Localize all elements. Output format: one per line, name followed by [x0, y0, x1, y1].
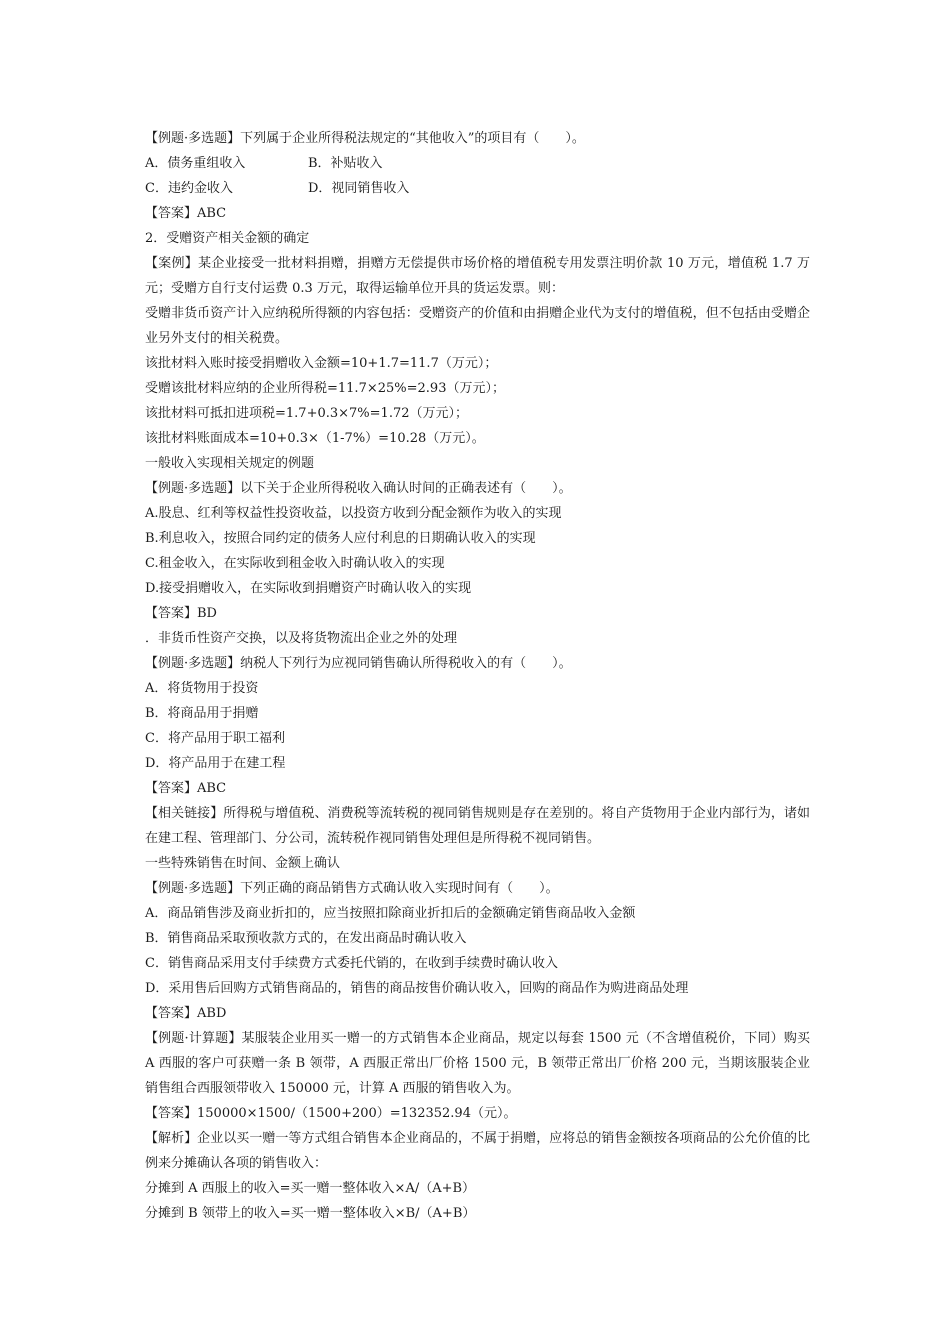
s2-calc-1: 该批材料入账时接受捐赠收入金额=10+1.7=11.7（万元）； — [145, 356, 498, 371]
s4-answer: 【答案】ABC — [145, 781, 227, 796]
q1-options-row-2 — [145, 176, 810, 201]
s4-option-c: C．将产品用于职工福利 — [145, 731, 285, 746]
q1-stem: 【例题·多选题】下列属于企业所得税法规定的“其他收入”的项目有（ ）。 — [145, 131, 585, 146]
s3-option-a: A.股息、红利等权益性投资收益，以投资方收到分配金额作为收入的实现 — [145, 506, 562, 521]
s3-answer: 【答案】BD — [145, 606, 217, 621]
s6-analysis: 【解析】企业以买一赠一等方式组合销售本企业商品的，不属于捐赠，应将总的销售金额按各项商品的公允价值的比例来分摊确认各项的销售收入： — [145, 1131, 810, 1171]
s4-option-a: A．将货物用于投资 — [145, 681, 259, 696]
s5-option-a: A．商品销售涉及商业折扣的，应当按照扣除商业折扣后的金额确定销售商品收入金额 — [145, 906, 636, 921]
s5-stem: 【例题·多选题】下列正确的商品销售方式确认收入实现时间有（ ）。 — [145, 881, 559, 896]
s6-answer: 【答案】150000×1500/（1500+200）=132352.94（元）。 — [145, 1106, 517, 1121]
q1-option-b: B．补贴收入 — [308, 156, 383, 171]
s6-allocation-a: 分摊到 A 西服上的收入=买一赠一整体收入×A/（A+B） — [145, 1181, 476, 1196]
s5-option-b: B．销售商品采取预收款方式的，在发出商品时确认收入 — [145, 931, 467, 946]
s3-heading: 一般收入实现相关规定的例题 — [145, 456, 315, 471]
s5-heading: 一些特殊销售在时间、金额上确认 — [145, 856, 341, 871]
s4-option-d: D．将产品用于在建工程 — [145, 756, 286, 771]
s4-heading: ．非货币性资产交换，以及将货物流出企业之外的处理 — [145, 631, 458, 646]
s2-heading: 2．受赠资产相关金额的确定 — [145, 231, 310, 246]
s2-case: 【案例】某企业接受一批材料捐赠，捐赠方无偿提供市场价格的增值税专用发票注明价款 10 万元，增值税 1.7 万元；受赠方自行支付运费 0.3 万元，取得运输单位开具的货运发票。则： — [145, 256, 810, 296]
s3-option-d: D.接受捐赠收入，在实际收到捐赠资产时确认收入的实现 — [145, 581, 472, 596]
document-page — [145, 126, 810, 1226]
s3-option-b: B.利息收入，按照合同约定的债务人应付利息的日期确认收入的实现 — [145, 531, 536, 546]
s6-stem: 【例题·计算题】某服装企业用买一赠一的方式销售本企业商品，规定以每套 1500 元（不含增值税价，下同）购买 A 西服的客户可获赠一条 B 领带，A 西服正常出厂价格 1500 元，B 领带正常出厂价格 200 元，当期该服装企业销售组合西服领带收入 150000 元，计算 A 西服的销售收入为。 — [145, 1031, 810, 1096]
q1-answer: 【答案】ABC — [145, 206, 227, 221]
q1-option-d: D．视同销售收入 — [308, 181, 410, 196]
s4-related-link: 【相关链接】所得税与增值税、消费税等流转税的视同销售规则是存在差别的。将自产货物用于企业内部行为，诸如在建工程、管理部门、分公司，流转税作视同销售处理但是所得税不视同销售。 — [145, 806, 810, 846]
s2-calc-4: 该批材料账面成本=10+0.3×（1-7%）=10.28（万元）。 — [145, 431, 485, 446]
s3-option-c: C.租金收入，在实际收到租金收入时确认收入的实现 — [145, 556, 445, 571]
s3-stem: 【例题·多选题】以下关于企业所得税收入确认时间的正确表述有（ ）。 — [145, 481, 572, 496]
s4-option-b: B．将商品用于捐赠 — [145, 706, 259, 721]
s5-option-d: D．采用售后回购方式销售商品的，销售的商品按售价确认收入，回购的商品作为购进商品处理 — [145, 981, 689, 996]
s4-stem: 【例题·多选题】纳税人下列行为应视同销售确认所得税收入的有（ ）。 — [145, 656, 572, 671]
s6-allocation-b: 分摊到 B 领带上的收入=买一赠一整体收入×B/（A+B） — [145, 1206, 476, 1221]
s5-answer: 【答案】ABD — [145, 1006, 227, 1021]
s5-option-c: C．销售商品采用支付手续费方式委托代销的，在收到手续费时确认收入 — [145, 956, 558, 971]
s2-calc-2: 受赠该批材料应纳的企业所得税=11.7×25%=2.93（万元）； — [145, 381, 505, 396]
q1-option-a: A．债务重组收入 — [145, 156, 246, 171]
q1-option-c: C．违约金收入 — [145, 181, 233, 196]
s2-calc-3: 该批材料可抵扣进项税=1.7+0.3×7%=1.72（万元）； — [145, 406, 468, 421]
s2-rule: 受赠非货币资产计入应纳税所得额的内容包括：受赠资产的价值和由捐赠企业代为支付的增值税，但不包括由受赠企业另外支付的相关税费。 — [145, 306, 810, 346]
q1-options-row-1 — [145, 151, 810, 176]
